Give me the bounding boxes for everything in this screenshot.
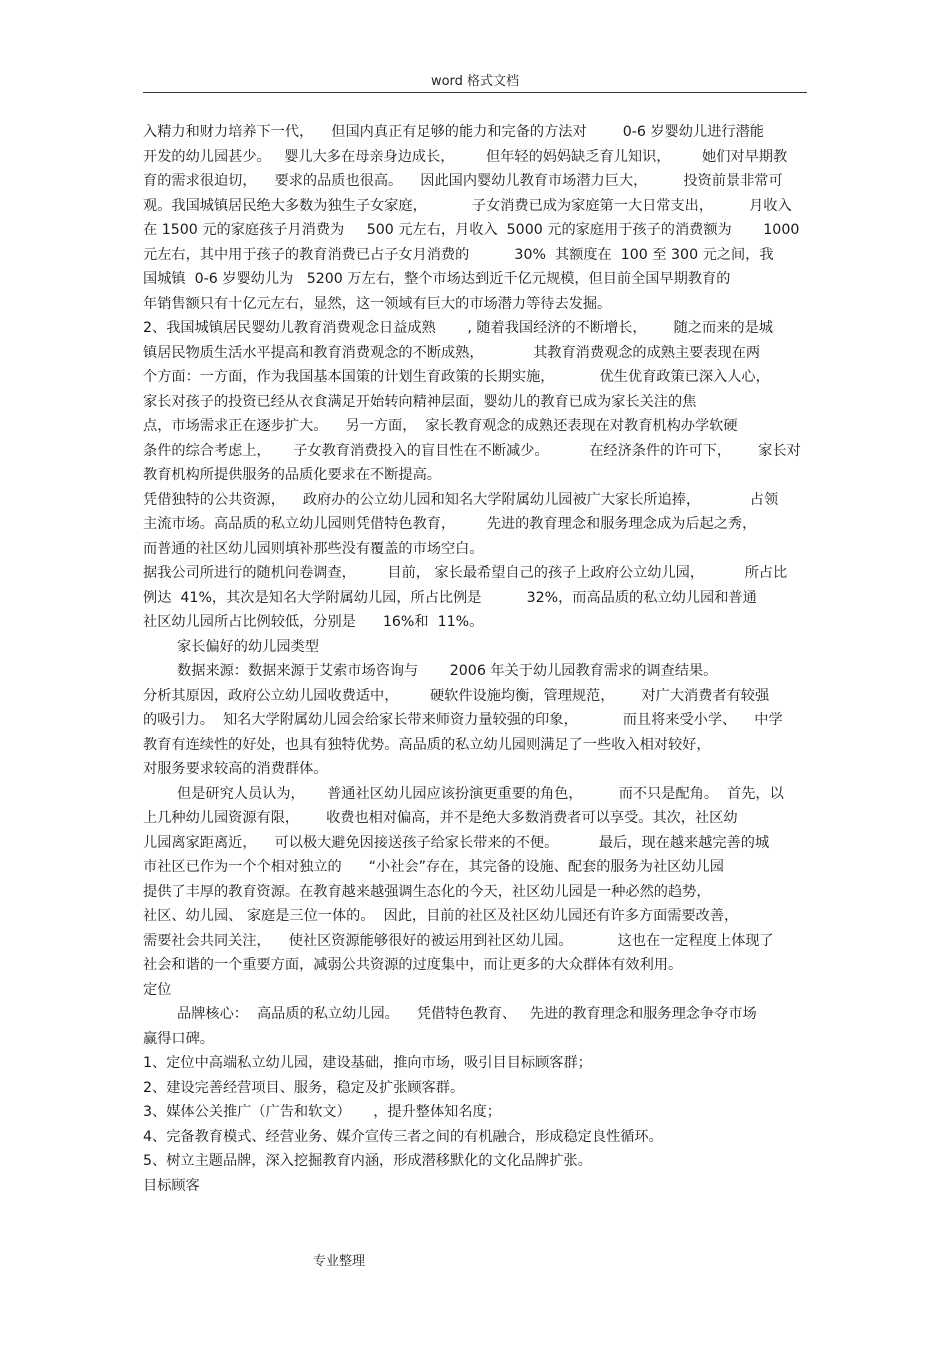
list-item: 5、树立主题品牌，深入挖掘教育内涵，形成潜移默化的文化品牌扩张。	[143, 1153, 592, 1169]
list-item: 1、定位中高端私立幼儿园，建设基础，推向市场，吸引目目标顾客群；	[143, 1055, 592, 1071]
text-line: 社区幼儿园所占比例较低，分别是 16%和 11%。	[143, 614, 484, 630]
text-line: 育的需求很迫切， 要求的品质也很高。 因此国内婴幼儿教育市场潜力巨大， 投资前景非常可	[143, 173, 783, 189]
source-line: 数据来源：数据来源于艾索市场咨询与 2006 年关于幼儿园教育需求的调查结果。	[177, 663, 718, 679]
text-line: 品牌核心： 高品质的私立幼儿园。 凭借特色教育、 先进的教育理念和服务理念争夺市场	[177, 1006, 757, 1022]
page-footer: 专业整理	[313, 1254, 366, 1269]
text-line: 2、我国城镇居民婴幼儿教育消费观念日益成熟 , 随着我国经济的不断增长， 随之而来的是城	[143, 320, 773, 336]
text-line: 对服务要求较高的消费群体。	[143, 761, 328, 777]
caption-line: 家长偏好的幼儿园类型	[177, 638, 319, 655]
text-line: 教育机构所提供服务的品质化要求在不断提高。	[143, 467, 441, 483]
text-line: 分析其原因，政府公立幼儿园收费适中， 硬软件设施均衡，管理规范， 对广大消费者有较强	[143, 687, 770, 704]
text-line: 儿园离家距离近， 可以极大避免因接送孩子给家长带来的不便。 最后，现在越来越完善的城	[143, 834, 770, 851]
header-divider	[143, 92, 807, 93]
text-line: 教育有连续性的好处，也具有独特优势。高品质的私立幼儿园则满足了一些收入相对较好，	[143, 736, 711, 753]
text-line: 但是研究人员认为， 普通社区幼儿园应该扮演更重要的角色， 而不只是配角。 首先，以	[177, 785, 784, 802]
text-line: 社区、幼儿园、 家庭是三位一体的。 因此，目前的社区及社区幼儿园还有许多方面需要改善，	[143, 908, 739, 924]
text-line: 观。我国城镇居民绝大多数为独生子女家庭， 子女消费已成为家庭第一大日常支出， 月收入	[143, 197, 792, 214]
text-line: 例达 41%，其次是知名大学附属幼儿园，所占比例是 32%，而高品质的私立幼儿园和普通	[143, 589, 757, 606]
text-line: 市社区已作为一个个相对独立的 “小社会”存在，其完备的设施、配套的服务为社区幼儿园	[143, 859, 724, 875]
section-heading: 定位	[143, 981, 172, 998]
text-line: 个方面：一方面，作为我国基本国策的计划生育政策的长期实施， 优生优育政策已深入人心，	[143, 369, 770, 385]
page-header: word 格式文档	[430, 74, 520, 89]
text-line: 需要社会共同关注， 使社区资源能够很好的被运用到社区幼儿园。 这也在一定程度上体现了	[143, 932, 774, 949]
text-line: 年销售额只有十亿元左右，显然，这一领域有巨大的市场潜力等待去发掘。	[143, 295, 612, 312]
text-line: 而普通的社区幼儿园则填补那些没有覆盖的市场空白。	[143, 540, 484, 557]
list-item: 2、建设完善经营项目、服务，稳定及扩张顾客群。	[143, 1079, 465, 1096]
text-line: 主流市场。高品质的私立幼儿园则凭借特色教育， 先进的教育理念和服务理念成为后起之秀，	[143, 516, 757, 532]
text-line: 元左右，其中用于孩子的教育消费已占子女月消费的 30% 其额度在 100 至 300 元之间，我	[143, 246, 774, 263]
section-heading: 目标顾客	[143, 1177, 200, 1194]
text-line: 国城镇 0-6 岁婴幼儿为 5200 万左右，整个市场达到近千亿元规模，但目前全国早期教育的	[143, 271, 731, 287]
text-line: 家长对孩子的投资已经从衣食满足开始转向精神层面，婴幼儿的教育已成为家长关注的焦	[143, 393, 697, 410]
document-body	[143, 120, 813, 1198]
text-line: 据我公司所进行的随机问卷调查， 目前， 家长最希望自己的孩子上政府公立幼儿园， 所占比	[143, 565, 788, 581]
text-line: 入精力和财力培养下一代， 但国内真正有足够的能力和完备的方法对 0-6 岁婴幼儿进行潜能	[143, 124, 764, 140]
text-line: 条件的综合考虑上， 子女教育消费投入的盲目性在不断减少。 在经济条件的许可下， 家长对	[143, 442, 801, 459]
text-line: 社会和谐的一个重要方面，减弱公共资源的过度集中，而让更多的大众群体有效利用。	[143, 957, 683, 973]
text-line: 在 1500 元的家庭孩子月消费为 500 元左右，月收入 5000 元的家庭用于孩子的消费额为 1000	[143, 222, 800, 238]
text-line: 上几种幼儿园资源有限， 收费也相对偏高，并不是绝大多数消费者可以享受。其次，社区幼	[143, 810, 738, 826]
text-line: 提供了丰厚的教育资源。在教育越来越强调生态化的今天，社区幼儿园是一种必然的趋势，	[143, 883, 711, 900]
text-line: 的吸引力。 知名大学附属幼儿园会给家长带来师资力量较强的印象， 而且将来受小学、 中学	[143, 712, 783, 728]
text-line: 开发的幼儿园甚少。 婴儿大多在母亲身边成长， 但年轻的妈妈缺乏育儿知识， 她们对早期教	[143, 148, 788, 165]
list-item: 4、完备教育模式、经营业务、媒介宣传三者之间的有机融合，形成稳定良性循环。	[143, 1128, 663, 1145]
text-line: 镇居民物质生活水平提高和教育消费观念的不断成熟， 其教育消费观念的成熟主要表现在两	[143, 344, 761, 361]
text-line: 赢得口碑。	[143, 1030, 214, 1047]
text-line: 点，市场需求正在逐步扩大。 另一方面， 家长教育观念的成熟还表现在对教育机构办学软硬	[143, 418, 738, 434]
text-line: 凭借独特的公共资源， 政府办的公立幼儿园和知名大学附属幼儿园被广大家长所追捧， 占领	[143, 491, 779, 508]
list-item: 3、媒体公关推广（广告和软文） ，提升整体知名度；	[143, 1104, 501, 1120]
